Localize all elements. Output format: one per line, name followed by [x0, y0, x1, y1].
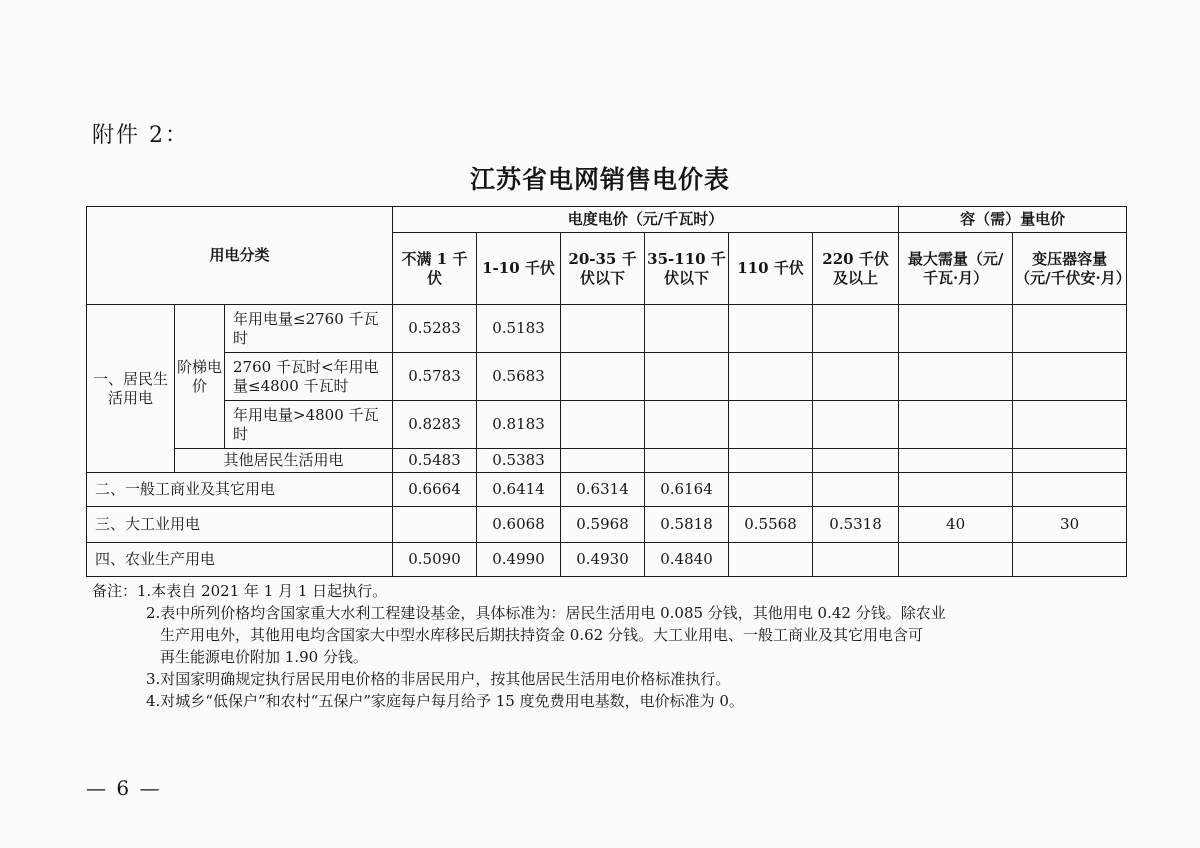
table-row: [87, 473, 1127, 507]
category-label: 二、一般工商业及其它用电: [87, 473, 393, 507]
price-cell: 0.6164: [645, 473, 729, 507]
table-row: [87, 401, 1127, 449]
other-residential-label: 其他居民生活用电: [175, 449, 393, 473]
note-line: 备注：1.本表自 2021 年 1 月 1 日起执行。: [92, 582, 388, 600]
note-line: 2.表中所列价格均含国家重大水利工程建设基金，具体标准为：居民生活用电 0.085 分钱，其他用电 0.42 分钱。除农业: [146, 604, 946, 622]
price-cell: 30: [1013, 507, 1127, 543]
note-line: 生产用电外，其他用电均含国家大中型水库移民后期扶持资金 0.62 分钱。大工业用电、一般工商业及其它用电含可: [160, 626, 923, 644]
price-cell: [1013, 543, 1127, 577]
voltage-col-header: 35-110 千伏以下: [645, 233, 729, 305]
price-cell: 0.5683: [477, 353, 561, 401]
price-cell: [1013, 473, 1127, 507]
note-line: 3.对国家明确规定执行居民用电价格的非居民用户，按其他居民生活用电价格标准执行。: [146, 670, 731, 688]
price-cell: 0.6068: [477, 507, 561, 543]
table-row: [87, 543, 1127, 577]
price-cell: [729, 543, 813, 577]
price-cell: 0.8283: [393, 401, 477, 449]
category-header: 用电分类: [87, 207, 393, 305]
voltage-col-header: 1-10 千伏: [477, 233, 561, 305]
price-cell: 0.5968: [561, 507, 645, 543]
capacity-col-header: 最大需量（元/千瓦·月）: [899, 233, 1013, 305]
price-cell: 0.5090: [393, 543, 477, 577]
price-cell: 0.5568: [729, 507, 813, 543]
voltage-col-header: 220 千伏及以上: [813, 233, 899, 305]
residential-label: 一、居民生活用电: [87, 305, 175, 473]
document-title: 江苏省电网销售电价表: [469, 165, 730, 194]
price-cell: 0.5818: [645, 507, 729, 543]
price-cell: [899, 543, 1013, 577]
table-row: [87, 305, 1127, 353]
voltage-col-header: 不满 1 千伏: [393, 233, 477, 305]
price-table: [86, 206, 1131, 577]
capacity-col-header: 变压器容量（元/千伏安·月）: [1013, 233, 1127, 305]
price-cell: 0.4840: [645, 543, 729, 577]
price-cell: 0.5383: [477, 449, 561, 473]
table-row: [87, 507, 1127, 543]
attachment-label: 附件 2：: [92, 123, 189, 148]
note-line: 再生能源电价附加 1.90 分钱。: [160, 648, 368, 666]
price-cell: [899, 473, 1013, 507]
voltage-col-header: 110 千伏: [729, 233, 813, 305]
tier-label-cell: 年用电量≤2760 千瓦时: [225, 305, 393, 353]
capacity-price-header: 容（需）量电价: [899, 207, 1127, 233]
category-label: 三、大工业用电: [87, 507, 393, 543]
table-row: [87, 353, 1127, 401]
voltage-col-header: 20-35 千伏以下: [561, 233, 645, 305]
price-cell: 0.5783: [393, 353, 477, 401]
energy-price-header: 电度电价（元/千瓦时）: [393, 207, 899, 233]
notes: [92, 580, 1102, 712]
price-cell: 0.6314: [561, 473, 645, 507]
page-number: — 6 —: [86, 776, 162, 800]
price-cell: 0.8183: [477, 401, 561, 449]
price-cell: 0.4930: [561, 543, 645, 577]
price-cell: [729, 473, 813, 507]
price-cell: 0.4990: [477, 543, 561, 577]
price-cell: 0.6664: [393, 473, 477, 507]
price-cell: 40: [899, 507, 1013, 543]
category-label: 四、农业生产用电: [87, 543, 393, 577]
price-cell: [393, 507, 477, 543]
table-row: [87, 449, 1127, 473]
price-cell: 0.6414: [477, 473, 561, 507]
tier-label: 阶梯电价: [175, 305, 225, 449]
price-cell: 0.5183: [477, 305, 561, 353]
price-cell: [813, 473, 899, 507]
price-cell: [813, 543, 899, 577]
tier-label-cell: 2760 千瓦时<年用电量≤4800 千瓦时: [225, 353, 393, 401]
note-line: 4.对城乡“低保户”和农村“五保户”家庭每户每月给予 15 度免费用电基数，电价标准为 0。: [146, 692, 744, 710]
price-cell: 0.5283: [393, 305, 477, 353]
price-cell: 0.5318: [813, 507, 899, 543]
price-cell: 0.5483: [393, 449, 477, 473]
tier-label-cell: 年用电量>4800 千瓦时: [225, 401, 393, 449]
